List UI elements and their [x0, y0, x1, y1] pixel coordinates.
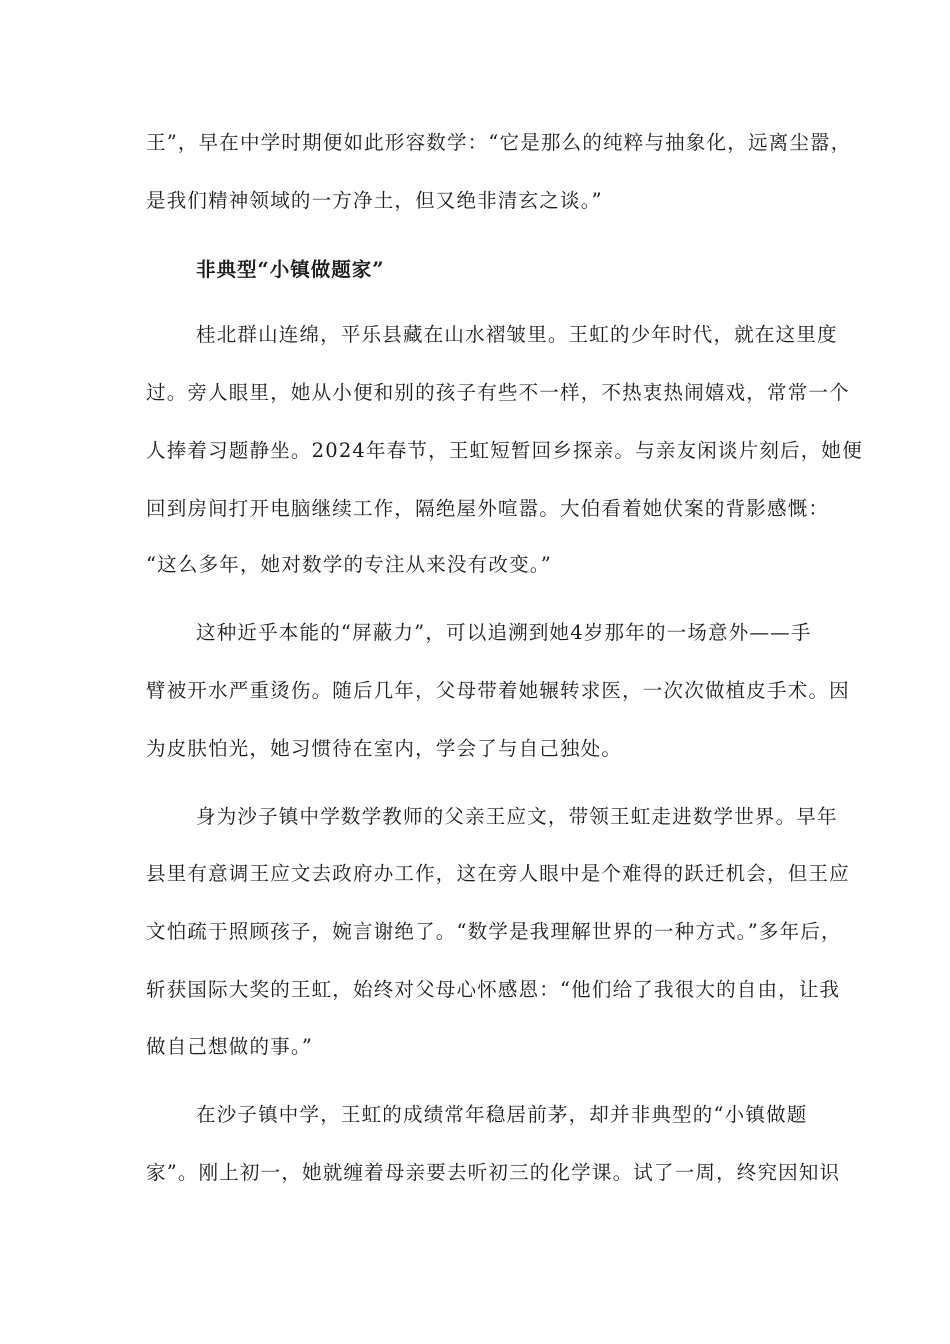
text-line: 桂北群山连绵，平乐县藏在山水褶皱里。王虹的少年时代，就在这里度	[196, 323, 838, 346]
text-line: 家”。刚上初一，她就缠着母亲要去听初三的化学课。试了一周，终究因知识	[146, 1161, 841, 1184]
text-line: 做自己想做的事。”	[146, 1035, 314, 1058]
text-line: 这种近乎本能的“屏蔽力”，可以追溯到她4岁那年的一场意外——手	[196, 621, 812, 644]
text-line: 身为沙子镇中学数学教师的父亲王应文，带领王虹走进数学世界。早年	[196, 805, 838, 828]
text-line: 文怕疏于照顾孩子，婉言谢绝了。“数学是我理解世界的一种方式。”多年后，	[146, 920, 842, 943]
text-line: 回到房间打开电脑继续工作，隔绝屋外喧嚣。大伯看着她伏案的背影感慨：	[146, 497, 830, 520]
text-line: 县里有意调王应文去政府办工作，这在旁人眼中是个难得的跃迁机会，但王应	[146, 862, 850, 885]
text-line: 斩获国际大奖的王虹，始终对父母心怀感恩：“他们给了我很大的自由，让我	[146, 978, 841, 1001]
text-line: 过。旁人眼里，她从小便和别的孩子有些不一样，不热衷热闹嬉戏，常常一个	[146, 381, 850, 404]
text-line: 是我们精神领域的一方净土，但又绝非清玄之谈。”	[146, 189, 603, 212]
text-line: “这么多年，她对数学的专注从来没有改变。”	[146, 553, 552, 576]
section-heading: 非典型“小镇做题家”	[196, 258, 385, 281]
text-line: 为皮肤怕光，她习惯待在室内，学会了与自己独处。	[146, 737, 623, 760]
text-line: 在沙子镇中学，王虹的成绩常年稳居前茅，却并非典型的“小镇做题	[196, 1103, 808, 1126]
text-line: 人捧着习题静坐。2024年春节，王虹短暂回乡探亲。与亲友闲谈片刻后，她便	[146, 439, 863, 462]
text-line: 王”，早在中学时期便如此形容数学：“它是那么的纯粹与抽象化，远离尘嚣，	[146, 131, 852, 154]
text-line: 臂被开水严重烫伤。随后几年，父母带着她辗转求医，一次次做植皮手术。因	[146, 679, 850, 702]
